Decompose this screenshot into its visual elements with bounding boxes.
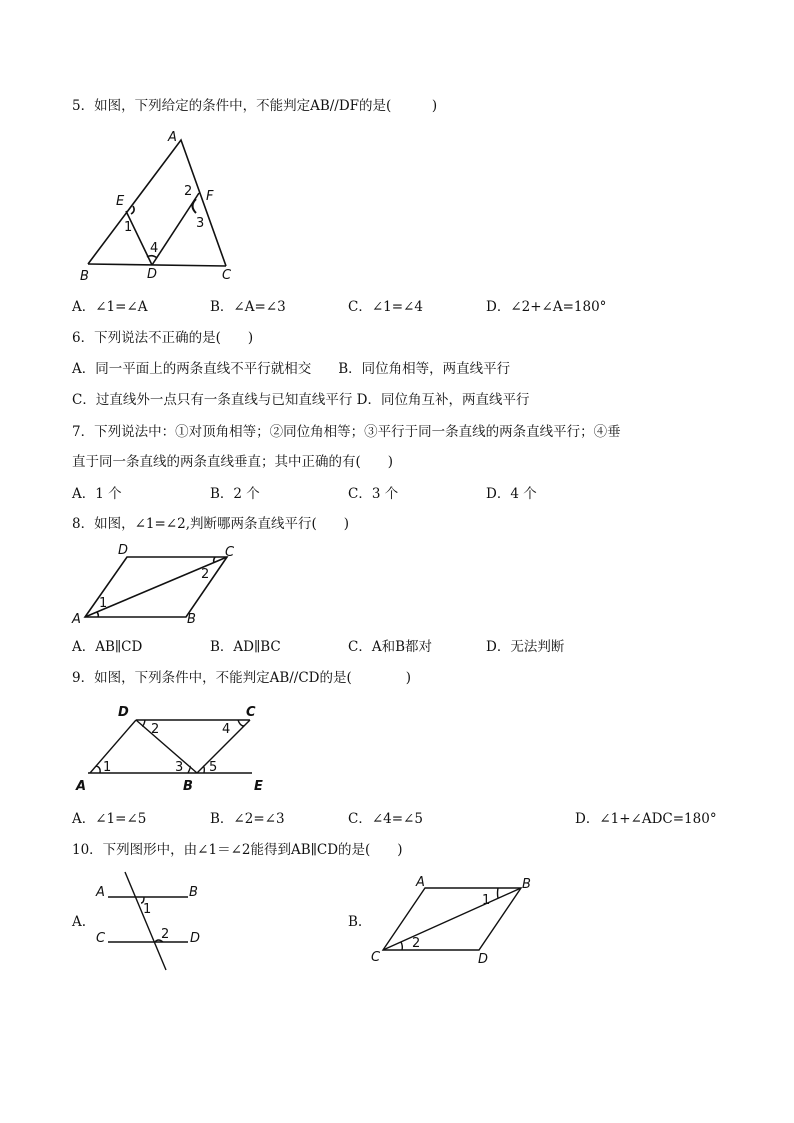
q8-stem: 8．如图，∠1=∠2,判断哪两条直线平行( ) <box>72 516 350 532</box>
q10b-angle-2: 2 <box>412 936 421 951</box>
q7-stem-line1: 7．下列说法中：①对顶角相等；②同位角相等；③平行于同一条直线的两条直线平行；④垂 <box>72 424 621 440</box>
q5-option-c[interactable]: C．∠1=∠4 <box>348 299 423 315</box>
q10a-label-C: C <box>96 931 106 946</box>
q5-angle-1: 1 <box>124 220 133 235</box>
q5-label-B: B <box>80 269 89 284</box>
q10-option-a[interactable]: A. <box>72 914 87 930</box>
q10a-label-A: A <box>96 885 105 900</box>
q5-label-A: A <box>168 130 177 145</box>
q9-option-b[interactable]: B．∠2=∠3 <box>210 811 285 827</box>
q8-option-b[interactable]: B．AD∥BC <box>210 639 281 655</box>
q10b-label-C: C <box>371 950 381 965</box>
q8-angle-1: 1 <box>99 596 108 611</box>
q9-angle-2: 2 <box>151 722 160 737</box>
q5-angle-3: 3 <box>196 216 205 231</box>
q7-stem-line2: 直于同一条直线的两条直线垂直；其中正确的有( ) <box>72 454 394 470</box>
q8-option-c[interactable]: C．A和B都对 <box>348 639 432 655</box>
q10a-angle-2: 2 <box>161 927 170 942</box>
q9-angle-1: 1 <box>103 760 112 775</box>
q5-angle-4: 4 <box>150 241 159 256</box>
q10-stem: 10．下列图形中，由∠1＝∠2能得到AB∥CD的是( ) <box>72 842 403 858</box>
q10b-label-B: B <box>522 877 531 892</box>
q5-option-b[interactable]: B．∠A=∠3 <box>210 299 286 315</box>
q10a-label-D: D <box>190 931 201 946</box>
q9-label-D: D <box>118 705 129 720</box>
q7-option-d[interactable]: D．4 个 <box>486 486 537 502</box>
q6-stem: 6．下列说法不正确的是( ) <box>72 330 254 346</box>
q6-options-row2[interactable]: C．过直线外一点只有一条直线与已知直线平行 D．同位角互补，两直线平行 <box>72 392 530 408</box>
q10b-label-D: D <box>478 952 489 967</box>
q8-label-B: B <box>187 612 196 627</box>
q10a-angle-1: 1 <box>143 902 152 917</box>
q6-options-row1[interactable]: A．同一平面上的两条直线不平行就相交 B．同位角相等，两直线平行 <box>72 361 511 377</box>
q10a-label-B: B <box>189 885 198 900</box>
q9-angle-3: 3 <box>175 760 184 775</box>
q7-option-a[interactable]: A．1 个 <box>72 486 122 502</box>
q9-option-a[interactable]: A．∠1=∠5 <box>72 811 147 827</box>
q7-option-c[interactable]: C．3 个 <box>348 486 399 502</box>
q10b-angle-1: 1 <box>482 893 491 908</box>
q9-angle-5: 5 <box>209 760 218 775</box>
q8-label-A: A <box>72 612 81 627</box>
q5-option-a[interactable]: A．∠1=∠A <box>72 299 148 315</box>
q10b-label-A: A <box>416 875 425 890</box>
q9-label-E: E <box>254 779 263 794</box>
q8-option-a[interactable]: A．AB∥CD <box>72 639 143 655</box>
q5-label-D: D <box>147 267 158 282</box>
q5-stem: 5．如图，下列给定的条件中，不能判定AB//DF的是( ) <box>72 98 438 114</box>
q5-label-E: E <box>116 194 125 209</box>
q8-angle-2: 2 <box>201 567 210 582</box>
q5-label-C: C <box>222 268 232 283</box>
q9-option-d[interactable]: D．∠1+∠ADC=180° <box>575 811 717 827</box>
q10-option-b[interactable]: B. <box>348 914 363 930</box>
q9-label-A: A <box>76 779 87 794</box>
q5-label-F: F <box>206 189 214 204</box>
q9-angle-4: 4 <box>222 722 231 737</box>
q9-label-C: C <box>246 705 256 720</box>
q7-option-b[interactable]: B．2 个 <box>210 486 260 502</box>
q8-label-C: C <box>225 545 235 560</box>
q8-label-D: D <box>118 543 129 558</box>
q9-stem: 9．如图，下列条件中，不能判定AB//CD的是( ) <box>72 670 412 686</box>
q8-option-d[interactable]: D．无法判断 <box>486 639 565 655</box>
q5-option-d[interactable]: D．∠2+∠A=180° <box>486 299 607 315</box>
q5-angle-2: 2 <box>184 184 193 199</box>
q9-label-B: B <box>183 779 193 794</box>
q9-option-c[interactable]: C．∠4=∠5 <box>348 811 423 827</box>
